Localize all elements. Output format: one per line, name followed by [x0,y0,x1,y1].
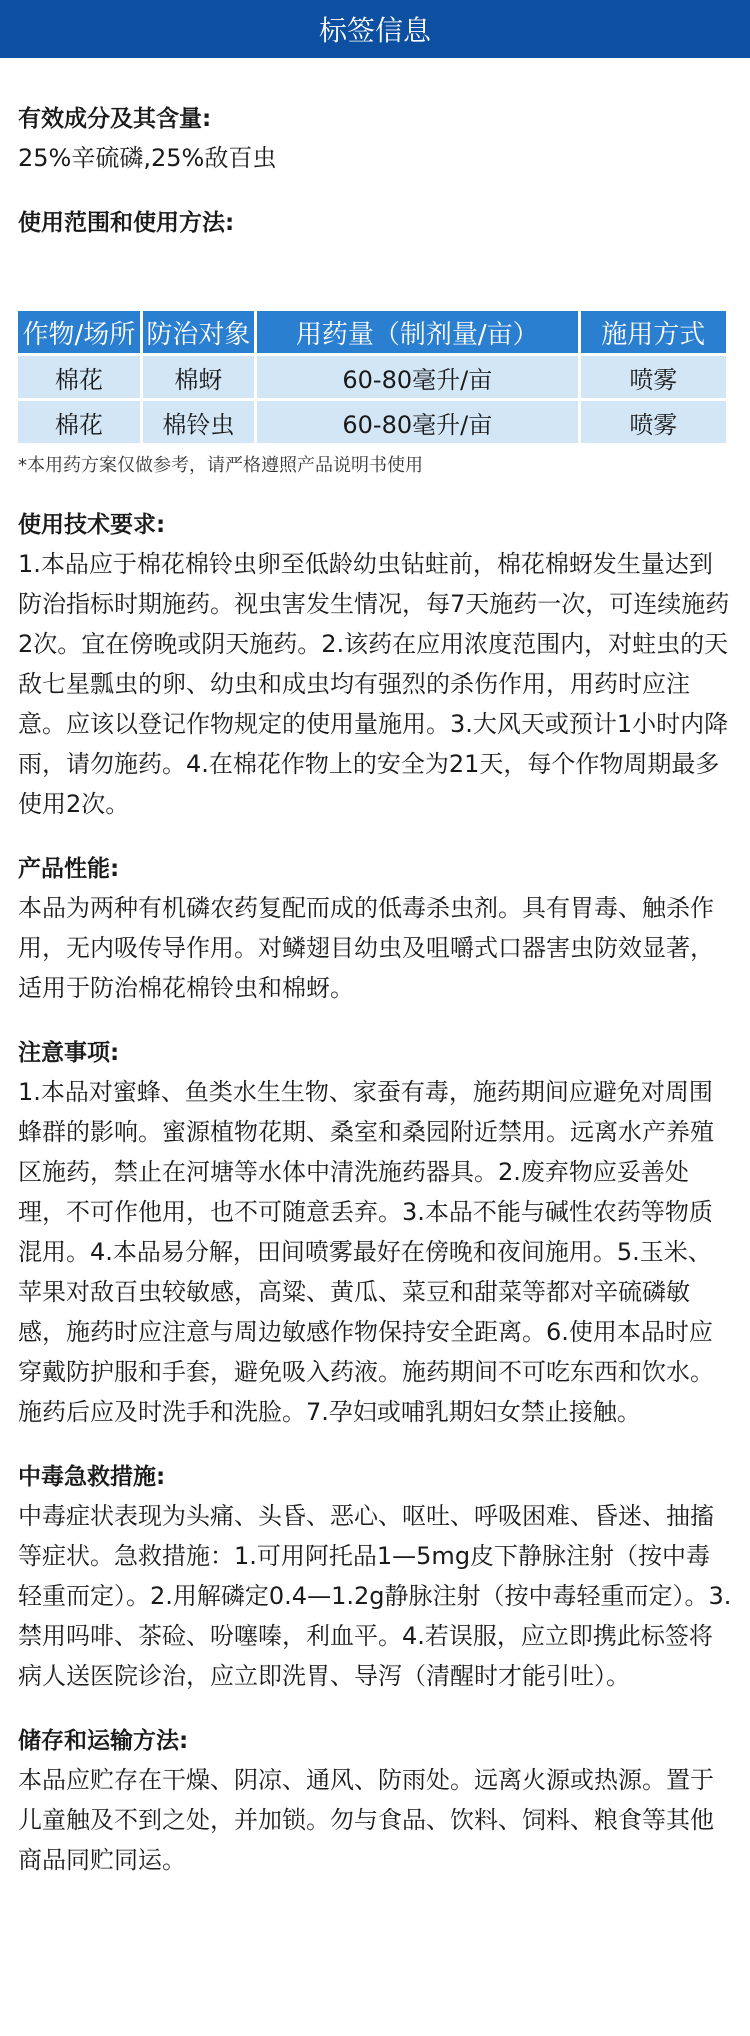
storage-body: 本品应贮存在干燥、阴凉、通风、防雨处。远离火源或热源。置于儿童触及不到之处，并加锁。勿与食品、饮料、饲料、粮食等其他商品同贮同运。 [18,1766,714,1874]
cell-dosage: 60-80毫升/亩 [257,401,578,443]
ingredients-title: 有效成分及其含量: [18,106,212,132]
cell-target: 棉铃虫 [143,401,254,443]
ingredients-body: 25%辛硫磷,25%敌百虫 [18,144,277,172]
dosage-table [15,308,729,446]
usage-title: 使用范围和使用方法: [18,210,235,236]
performance-body: 本品为两种有机磷农药复配而成的低毒杀虫剂。具有胃毒、触杀作用，无内吸传导作用。对鳞翅目幼虫及咀嚼式口器害虫防效显著，适用于防治棉花棉铃虫和棉蚜。 [18,894,714,1002]
usage-section [18,206,732,240]
precautions-section [18,1036,732,1432]
firstaid-title: 中毒急救措施: [18,1464,166,1490]
technical-body: 1.本品应于棉花棉铃虫卵至低龄幼虫钻蛀前，棉花棉蚜发生量达到防治指标时期施药。视虫害发生情况，每7天施药一次，可连续施药2次。宜在傍晚或阴天施药。2.该药在应用浓度范围内，对蛀虫的天敌七星瓢虫的卵、幼虫和成虫均有强烈的杀伤作用，用药时应注意。应该以登记作物规定的使用量施用。3.大风天或预计1小时内降雨，请勿施药。4.在棉花作物上的安全为21天，每个作物周期最多使用2次。 [18,550,730,818]
cell-target: 棉蚜 [143,356,254,398]
cell-crop: 棉花 [18,356,140,398]
dosage-table-wrap [18,308,732,480]
header-crop: 作物/场所 [18,311,140,353]
label-content [0,102,750,1880]
page-title: 标签信息 [318,14,431,47]
firstaid-section [18,1460,732,1696]
cell-method: 喷雾 [581,401,726,443]
table-row [18,401,726,443]
performance-section [18,852,732,1008]
header-dosage: 用药量（制剂量/亩） [257,311,578,353]
precautions-title: 注意事项: [18,1040,120,1066]
table-row [18,356,726,398]
dosage-note: *本用药方案仅做参考，请严格遵照产品说明书使用 [18,455,423,476]
technical-section [18,508,732,824]
storage-title: 储存和运输方法: [18,1728,189,1754]
header-target: 防治对象 [143,311,254,353]
page-header [0,0,750,58]
performance-title: 产品性能: [18,856,120,882]
technical-title: 使用技术要求: [18,512,166,538]
cell-dosage: 60-80毫升/亩 [257,356,578,398]
header-method: 施用方式 [581,311,726,353]
precautions-body: 1.本品对蜜蜂、鱼类水生生物、家蚕有毒，施药期间应避免对周围蜂群的影响。蜜源植物花期、桑室和桑园附近禁用。远离水产养殖区施药，禁止在河塘等水体中清洗施药器具。2.废弃物应妥善处理，不可作他用，也不可随意丢弃。3.本品不能与碱性农药等物质混用。4.本品易分解，田间喷雾最好在傍晚和夜间施用。5.玉米、苹果对敌百虫较敏感，高粱、黄瓜、菜豆和甜菜等都对辛硫磷敏感，施药时应注意与周边敏感作物保持安全距离。6.使用本品时应穿戴防护服和手套，避免吸入药液。施药期间不可吃东西和饮水。施药后应及时洗手和洗脸。7.孕妇或哺乳期妇女禁止接触。 [18,1078,714,1426]
storage-section [18,1724,732,1880]
table-header-row [18,311,726,353]
firstaid-body: 中毒症状表现为头痛、头昏、恶心、呕吐、呼吸困难、昏迷、抽搐等症状。急救措施：1.可用阿托品1—5mg皮下静脉注射（按中毒轻重而定）。2.用解磷定0.4—1.2g静脉注射（按中毒轻重而定）。3.禁用吗啡、茶硷、吩噻嗪，利血平。4.若误服，应立即携此标签将病人送医院诊治，应立即洗胃、导泻（清醒时才能引吐）。 [18,1502,732,1690]
cell-crop: 棉花 [18,401,140,443]
cell-method: 喷雾 [581,356,726,398]
ingredients-section [18,102,732,178]
